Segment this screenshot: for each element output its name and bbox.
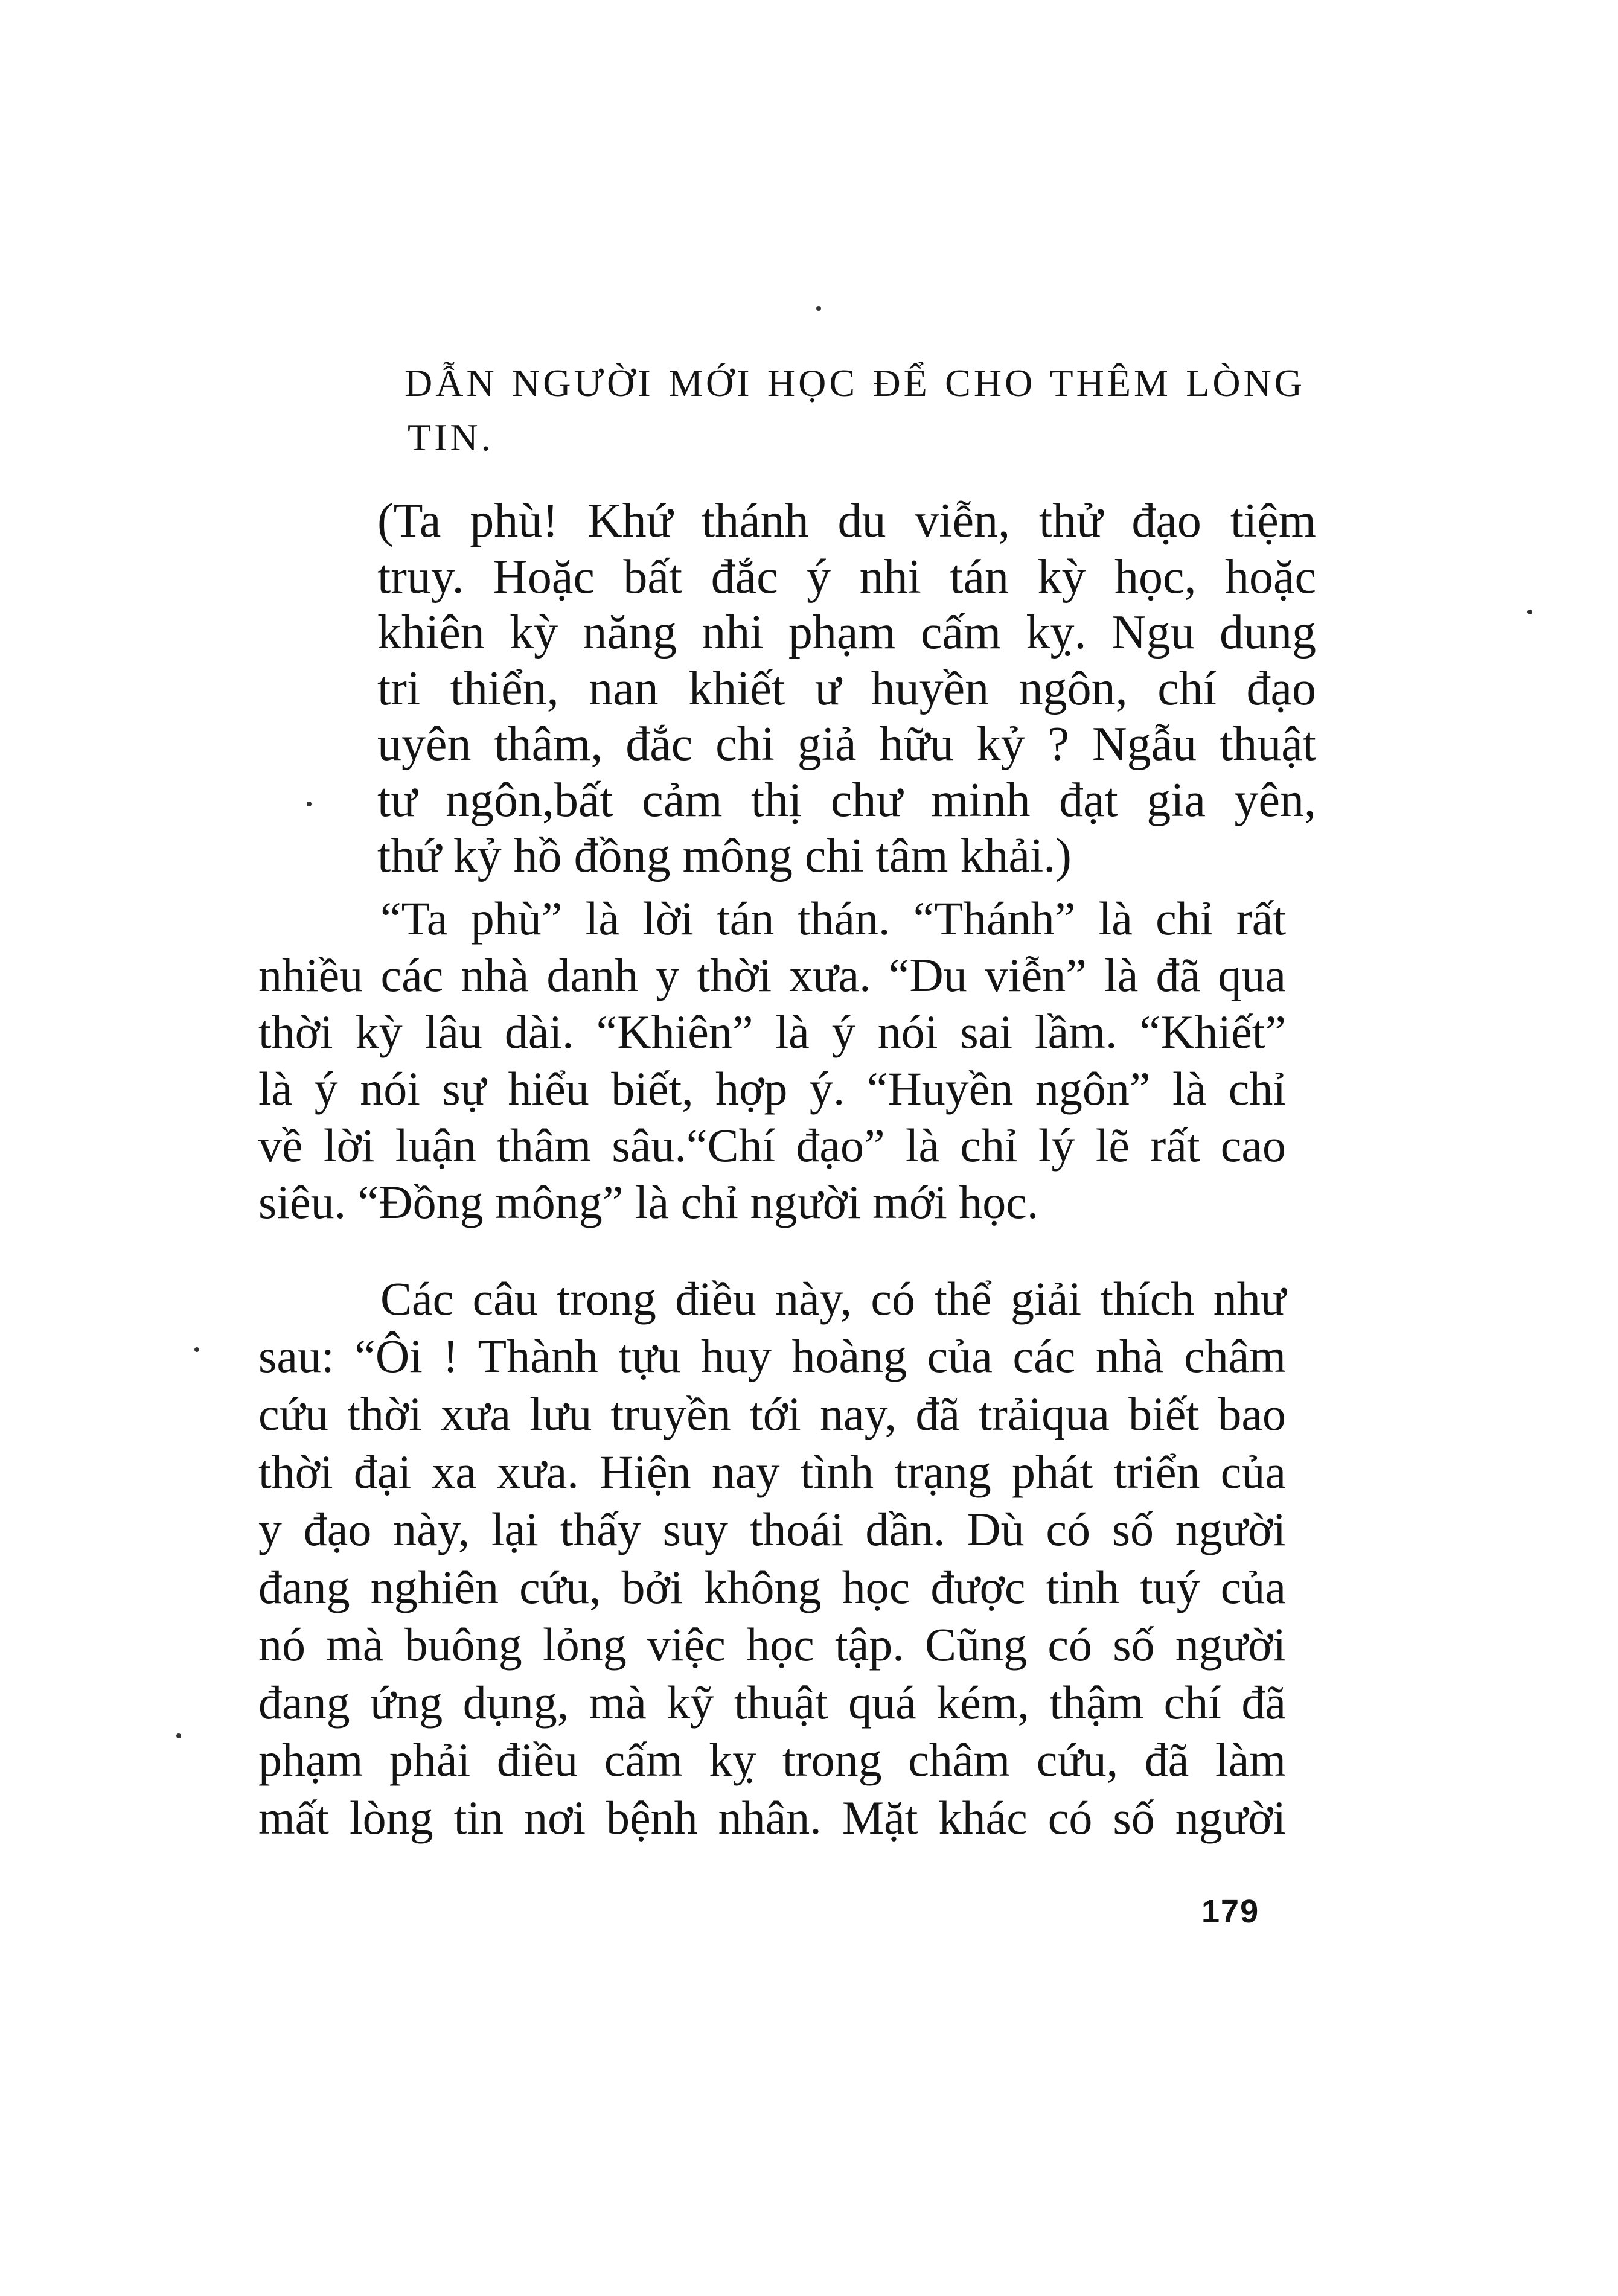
explanation-line: sau: “Ôi ! Thành tựu huy hoàng của các nhà châm — [258, 1330, 1286, 1382]
scan-speck — [307, 802, 312, 806]
glossary-line: về lời luận thâm sâu.“Chí đạo” là chỉ lý lẽ rất cao — [258, 1119, 1286, 1172]
quote-line: (Ta phù! Khứ thánh du viễn, thử đạo tiệm — [377, 494, 1316, 547]
explanation-line: thời đại xa xưa. Hiện nay tình trạng phát triển của — [258, 1446, 1286, 1498]
section-heading-line-1: DẪN NGƯỜI MỚI HỌC ĐỂ CHO THÊM LÒNG — [405, 362, 1305, 404]
glossary-line: siêu. “Đồng mông” là chỉ người mới học. — [258, 1176, 1039, 1228]
explanation-line: cứu thời xưa lưu truyền tới nay, đã trảiqua biết bao — [258, 1388, 1286, 1440]
quote-line: tri thiển, nan khiết ư huyền ngôn, chí đạo — [377, 662, 1316, 715]
scan-speck — [176, 1733, 181, 1738]
explanation-line: Các câu trong điều này, có thể giải thích như — [380, 1272, 1286, 1325]
quote-line: tư ngôn,bất cảm thị chư minh đạt gia yên, — [377, 774, 1316, 827]
scan-speck — [816, 306, 821, 311]
scan-speck — [1527, 610, 1532, 614]
explanation-line: mất lòng tin nơi bệnh nhân. Mặt khác có số người — [258, 1791, 1286, 1844]
scan-speck — [194, 1347, 199, 1352]
quote-line: uyên thâm, đắc chi giả hữu kỷ ? Ngẫu thuật — [377, 718, 1316, 771]
glossary-line: “Ta phù” là lời tán thán. “Thánh” là chỉ rất — [380, 892, 1286, 945]
glossary-line: thời kỳ lâu dài. “Khiên” là ý nói sai lầm. “Khiết” — [258, 1006, 1286, 1058]
explanation-line: y đạo này, lại thấy suy thoái dần. Dù có số người — [258, 1503, 1286, 1555]
explanation-line: đang ứng dụng, mà kỹ thuật quá kém, thậm chí đã — [258, 1676, 1286, 1729]
explanation-line: phạm phải điều cấm kỵ trong châm cứu, đã làm — [258, 1733, 1286, 1786]
quote-line: thứ kỷ hồ đồng mông chi tâm khải.) — [377, 829, 1072, 882]
glossary-line: là ý nói sự hiểu biết, hợp ý. “Huyền ngôn” là chỉ — [258, 1062, 1286, 1115]
glossary-line: nhiều các nhà danh y thời xưa. “Du viễn” là đã qua — [258, 949, 1286, 1001]
quote-line: truy. Hoặc bất đắc ý nhi tán kỳ học, hoặc — [377, 550, 1316, 604]
page-number: 179 — [1201, 1893, 1260, 1930]
quote-line: khiên kỳ năng nhi phạm cấm kỵ. Ngu dung — [377, 606, 1316, 659]
explanation-line: nó mà buông lỏng việc học tập. Cũng có số người — [258, 1618, 1286, 1671]
explanation-line: đang nghiên cứu, bởi không học được tinh tuý của — [258, 1561, 1286, 1613]
section-heading-line-2: TIN. — [408, 416, 494, 459]
